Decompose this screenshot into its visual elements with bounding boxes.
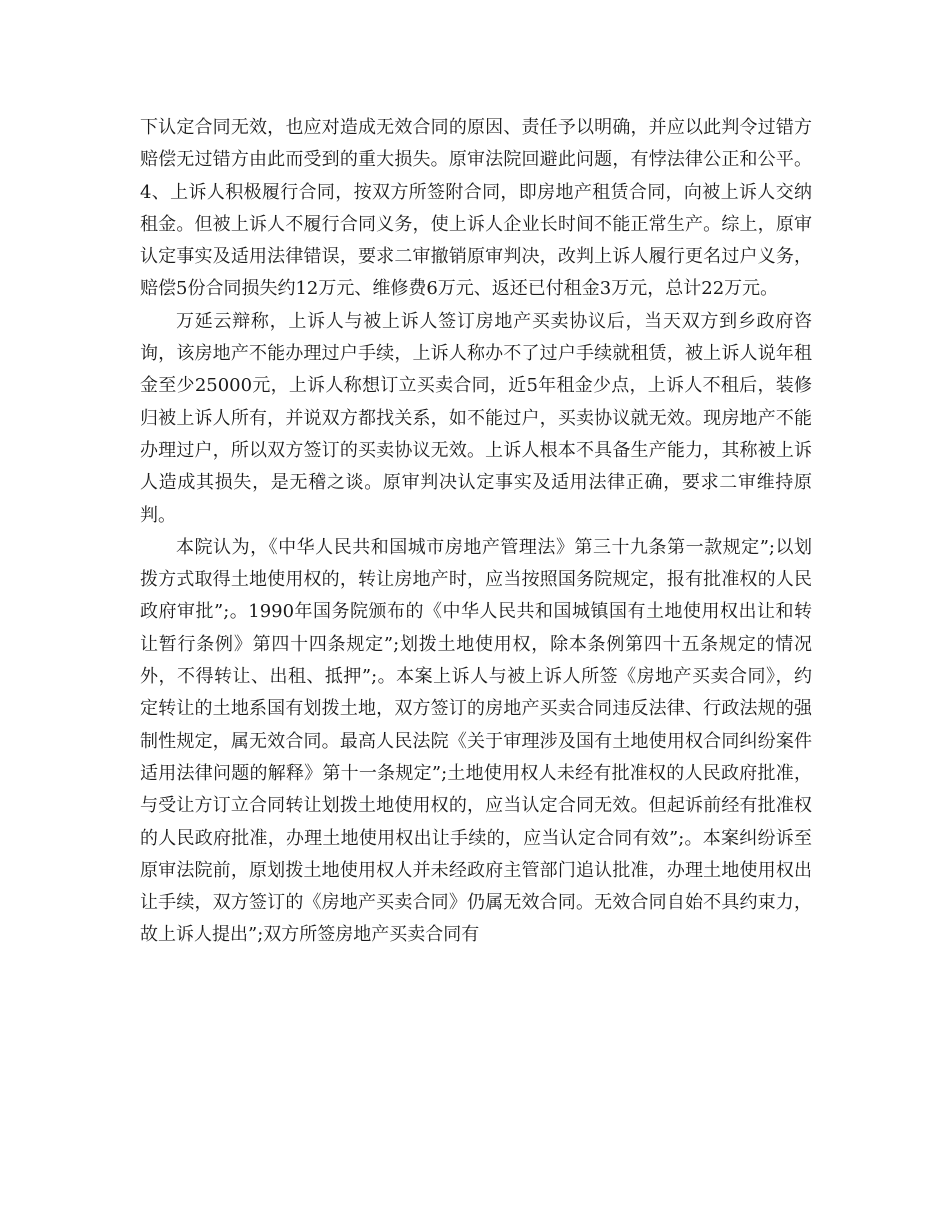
paragraph-appeal-continued: 下认定合同无效，也应对造成无效合同的原因、责任予以明确，并应以此判令过错方赔偿无过错方由此而受到的重大损失。原审法院回避此问题，有悖法律公正和公平。4、上诉人积极履行合同，按双方所签附合同，即房地产租赁合同，向被上诉人交纳租金。但被上诉人不履行合同义务，使上诉人企业长时间不能正常生产。综上，原审认定事实及适用法律错误，要求二审撤销原审判决，改判上诉人履行更名过户义务，赔偿5份合同损失约12万元、维修费6万元、返还已付租金3万元，总计22万元。: [140, 117, 812, 300]
document-page: [140, 112, 812, 952]
paragraph-defense: 万延云辩称，上诉人与被上诉人签订房地产买卖协议后，当天双方到乡政府咨询，该房地产不能办理过户手续，上诉人称办不了过户手续就租赁，被上诉人说年租金至少25000元，上诉人称想订立买卖合同，近5年租金少点，上诉人不租后，装修归被上诉人所有，并说双方都找关系，如不能过户，买卖协议就无效。现房地产不能办理过户，所以双方签订的买卖协议无效。上诉人根本不具备生产能力，其称被上诉人造成其损失，是无稽之谈。原审判决认定事实及适用法律正确，要求二审维持原判。: [140, 310, 812, 526]
paragraph-court-opinion: 本院认为，《中华人民共和国城市房地产管理法》第三十九条第一款规定”;以划拨方式取得土地使用权的，转让房地产时，应当按照国务院规定，报有批准权的人民政府审批”;。1990年国务院颁布的《中华人民共和国城镇国有土地使用权出让和转让暂行条例》第四十四条规定”;划拨土地使用权，除本条例第四十五条规定的情况外，不得转让、出租、抵押”;。本案上诉人与被上诉人所签《房地产买卖合同》，约定转让的土地系国有划拨土地，双方签订的房地产买卖合同违反法律、行政法规的强制性规定，属无效合同。最高人民法院《关于审理涉及国有土地使用权合同纠纷案件适用法律问题的解释》第十一条规定”;土地使用权人未经有批准权的人民政府批准，与受让方订立合同转让划拨土地使用权的，应当认定合同无效。但起诉前经有批准权的人民政府批准，办理土地使用权出让手续的，应当认定合同有效”;。本案纠纷诉至原审法院前，原划拨土地使用权人并未经政府主管部门追认批准，办理土地使用权出让手续，双方签订的《房地产买卖合同》仍属无效合同。无效合同自始不具约束力，故上诉人提出”;双方所签房地产买卖合同有: [140, 536, 812, 946]
